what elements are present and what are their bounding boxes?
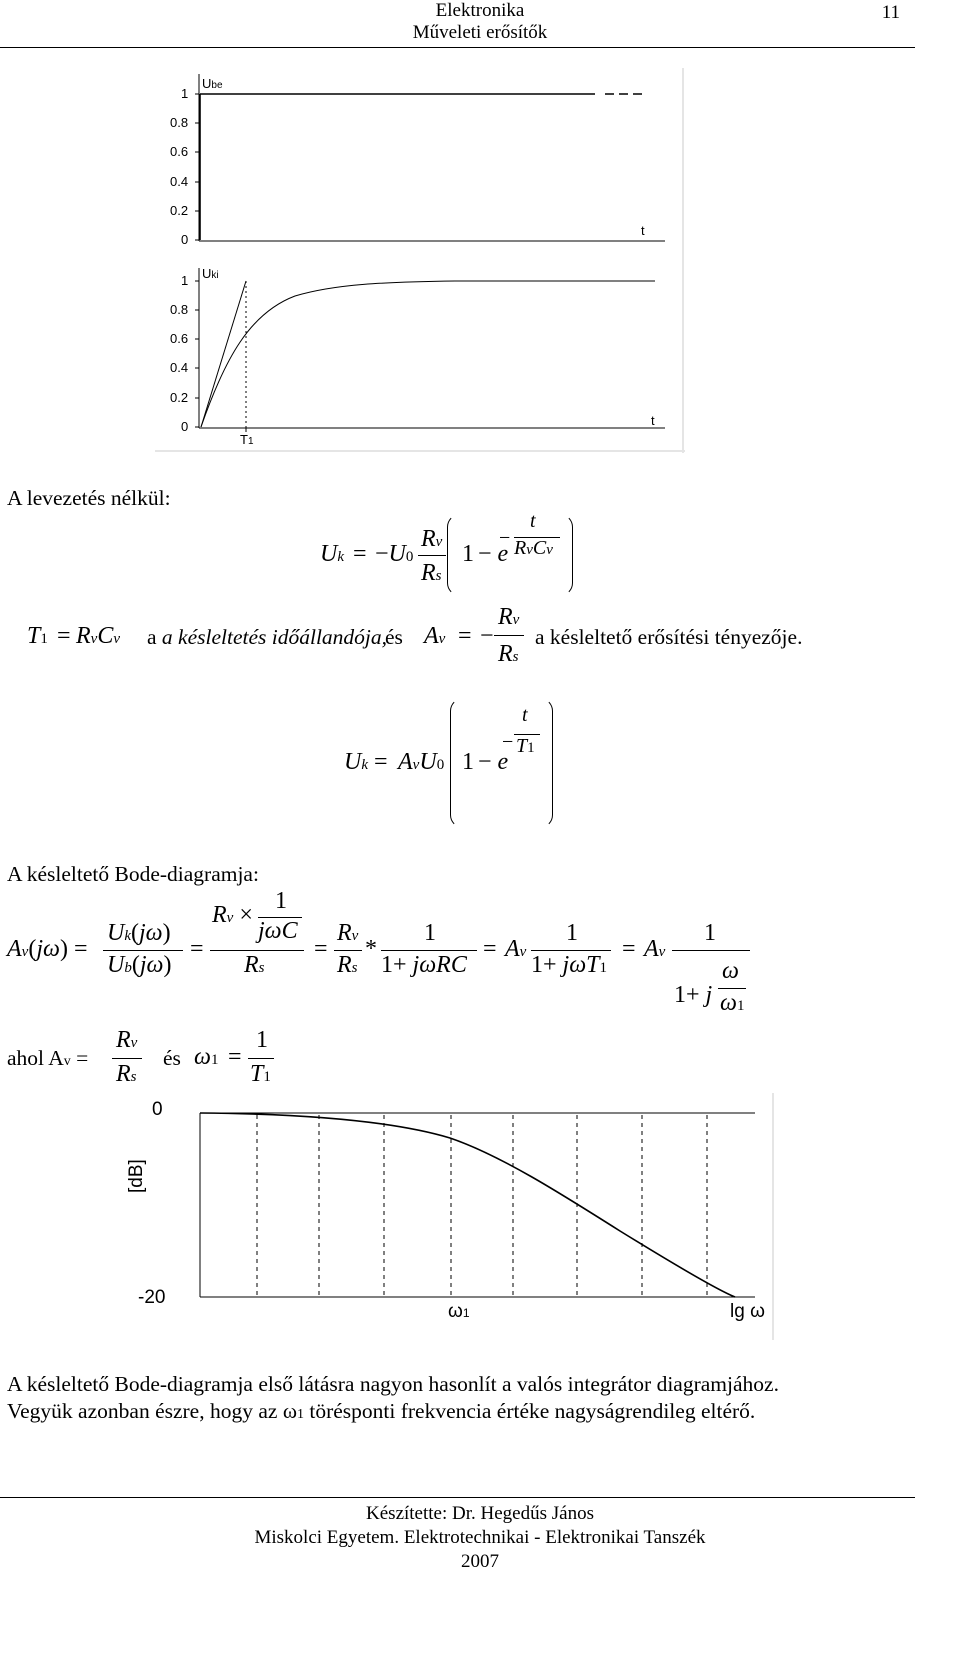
conclusion-line-1: A késleltető Bode-diagramja első látásra nagyon hasonlít a valós integrátor diagramjához. bbox=[7, 1372, 779, 1396]
ahol-text: ahol Av = bbox=[7, 1046, 89, 1070]
t1-end-text: a késleltető erősítési tényezője. bbox=[535, 625, 803, 649]
bode-intro-text: A késleltető Bode-diagramja: bbox=[7, 862, 259, 886]
page-number: 11 bbox=[881, 2, 900, 23]
tick-top-02: 0.2 bbox=[170, 203, 189, 218]
label-t-top: t bbox=[641, 223, 645, 238]
tick-bottom-0: 0 bbox=[181, 419, 189, 434]
tick-bottom-08: 0.8 bbox=[170, 302, 189, 317]
label-ube: Ube bbox=[202, 76, 223, 91]
tick-top-08: 0.8 bbox=[170, 115, 189, 130]
tick-bottom-06: 0.6 bbox=[170, 331, 189, 346]
header-rule bbox=[0, 47, 915, 48]
footer-institution: Miskolci Egyetem. Elektrotechnikai - Elektronikai Tanszék bbox=[254, 1527, 706, 1548]
header-title: Elektronika bbox=[435, 0, 525, 21]
label-uki: Uki bbox=[202, 266, 219, 281]
label-t-bottom: t bbox=[651, 413, 655, 428]
tick-bottom-02: 0.2 bbox=[170, 390, 189, 405]
header-subtitle: Műveleti erősítők bbox=[412, 22, 548, 43]
bode-figure bbox=[120, 1093, 775, 1340]
bode-y-bottom: -20 bbox=[138, 1287, 166, 1308]
t1-and-text: és bbox=[385, 625, 403, 649]
bode-omega1: ω1 bbox=[448, 1301, 470, 1322]
tick-bottom-04: 0.4 bbox=[170, 360, 189, 375]
tick-top-0: 0 bbox=[181, 232, 189, 247]
footer-year: 2007 bbox=[461, 1551, 499, 1572]
tick-bottom-1: 1 bbox=[181, 273, 189, 288]
tick-top-06: 0.6 bbox=[170, 144, 189, 159]
step-response-figure bbox=[155, 68, 685, 453]
bode-xlabel: lg ω bbox=[730, 1301, 765, 1322]
es-text: és bbox=[163, 1046, 181, 1070]
label-T1: T1 bbox=[240, 432, 254, 447]
tick-top-1: 1 bbox=[181, 86, 189, 101]
t1-mid-text: a a késleltetés időállandója, bbox=[147, 625, 388, 649]
bode-y-top: 0 bbox=[152, 1099, 163, 1120]
footer-author: Készítette: Dr. Hegedűs János bbox=[366, 1503, 594, 1524]
tick-top-04: 0.4 bbox=[170, 174, 189, 189]
step-response-plot bbox=[155, 68, 685, 453]
conclusion-line-2: Vegyük azonban észre, hogy az ω1 törésponti frekvencia értéke nagyságrendileg eltérő. bbox=[7, 1399, 756, 1423]
bode-ylabel: [dB] bbox=[126, 1159, 147, 1193]
intro-text: A levezetés nélkül: bbox=[7, 486, 171, 510]
footer-rule bbox=[0, 1497, 915, 1498]
